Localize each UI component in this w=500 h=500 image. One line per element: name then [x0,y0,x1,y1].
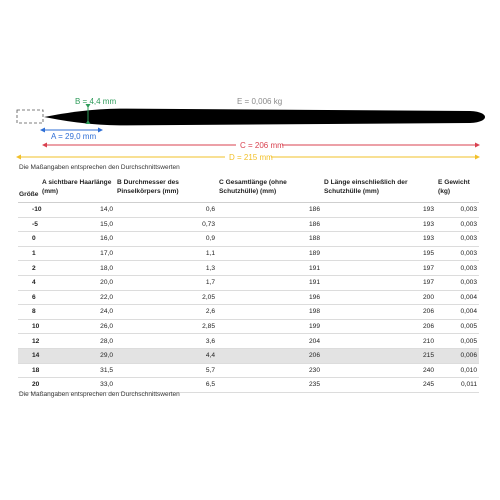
cell-hair-length: 20,0 [40,275,115,290]
cell-weight: 0,005 [436,334,479,349]
cell-length-with-cap: 193 [322,203,436,218]
table-row [18,217,479,232]
cell-weight: 0,003 [436,246,479,261]
d-arrow-right [475,155,480,160]
column-header-weight: E Gewicht (kg) [436,177,479,203]
cell-diameter: 2,85 [115,319,217,334]
cell-diameter: 1,3 [115,261,217,276]
cell-hair-length: 26,0 [40,319,115,334]
measurement-note-top: Die Maßangaben entsprechen den Durchschnittswerten [19,164,180,171]
cell-hair-length: 29,0 [40,348,115,363]
cell-hair-length: 17,0 [40,246,115,261]
cell-length-with-cap: 197 [322,275,436,290]
cell-weight: 0,003 [436,232,479,247]
table-row [18,232,479,247]
cell-total-length: 199 [217,319,322,334]
cell-diameter: 3,6 [115,334,217,349]
cell-diameter: 5,7 [115,363,217,378]
cell-hair-length: 16,0 [40,232,115,247]
cell-diameter: 2,05 [115,290,217,305]
cell-total-length: 186 [217,203,322,218]
table-header-row [18,177,479,203]
cell-size: 6 [18,290,40,305]
d-arrow-left [16,155,21,160]
cell-hair-length: 22,0 [40,290,115,305]
cell-length-with-cap: 193 [322,232,436,247]
cell-length-with-cap: 206 [322,319,436,334]
c-dimension-label: C = 206 mm [240,141,284,150]
table-row [18,290,479,305]
cell-size: 14 [18,348,40,363]
cell-total-length: 186 [217,217,322,232]
cell-diameter: 1,7 [115,275,217,290]
cell-size: -10 [18,203,40,218]
table-row [18,275,479,290]
cell-hair-length: 33,0 [40,378,115,393]
cell-length-with-cap: 193 [322,217,436,232]
table-row [18,319,479,334]
cell-weight: 0,003 [436,261,479,276]
cell-size: 20 [18,378,40,393]
cell-weight: 0,011 [436,378,479,393]
cell-size: 1 [18,246,40,261]
cell-diameter: 4,4 [115,348,217,363]
cell-diameter: 2,6 [115,305,217,320]
cell-hair-length: 18,0 [40,261,115,276]
column-header-total-length: C Gesamtlänge (ohne Schutzhülle) (mm) [217,177,322,203]
cell-size: 18 [18,363,40,378]
c-arrow-left [42,143,47,148]
a-arrow-left [40,128,45,133]
column-header-diameter: B Durchmesser des Pinselkörpers (mm) [115,177,217,203]
cell-hair-length: 31,5 [40,363,115,378]
cell-size: 4 [18,275,40,290]
e-weight-label: E = 0,006 kg [237,97,283,106]
cell-length-with-cap: 200 [322,290,436,305]
a-dimension-label: A = 29,0 mm [51,132,97,141]
measurement-note-bottom: Die Maßangaben entsprechen den Durchschnittswerten [19,391,180,398]
column-header-length-with-cap: D Länge einschließlich der Schutzhülle (mm) [322,177,436,203]
cell-weight: 0,010 [436,363,479,378]
cell-diameter: 0,73 [115,217,217,232]
cell-diameter: 0,9 [115,232,217,247]
table-row [18,305,479,320]
table-row [18,246,479,261]
cell-hair-length: 28,0 [40,334,115,349]
cell-weight: 0,003 [436,275,479,290]
cell-size: 8 [18,305,40,320]
cell-total-length: 230 [217,363,322,378]
cell-length-with-cap: 240 [322,363,436,378]
cell-total-length: 189 [217,246,322,261]
cell-hair-length: 15,0 [40,217,115,232]
c-arrow-right [475,143,480,148]
cell-weight: 0,003 [436,203,479,218]
cell-weight: 0,005 [436,319,479,334]
size-table [18,177,479,393]
cell-length-with-cap: 195 [322,246,436,261]
cell-hair-length: 14,0 [40,203,115,218]
cell-weight: 0,004 [436,290,479,305]
d-dimension-label: D = 215 mm [229,153,273,162]
table-row [18,261,479,276]
table-row [18,203,479,218]
cell-size: 12 [18,334,40,349]
cell-total-length: 204 [217,334,322,349]
cell-size: 10 [18,319,40,334]
table-row [18,363,479,378]
cell-total-length: 191 [217,275,322,290]
a-arrow-right [98,128,103,133]
cell-length-with-cap: 215 [322,348,436,363]
protective-cap-outline [17,110,43,123]
cell-total-length: 188 [217,232,322,247]
cell-size: -5 [18,217,40,232]
cell-total-length: 235 [217,378,322,393]
cell-diameter: 6,5 [115,378,217,393]
table-row [18,348,479,363]
cell-diameter: 0,6 [115,203,217,218]
cell-weight: 0,006 [436,348,479,363]
cell-size: 2 [18,261,40,276]
cell-total-length: 196 [217,290,322,305]
cell-total-length: 206 [217,348,322,363]
cell-hair-length: 24,0 [40,305,115,320]
table-row [18,334,479,349]
b-dimension-label: B = 4,4 mm [75,97,117,106]
cell-length-with-cap: 197 [322,261,436,276]
cell-weight: 0,003 [436,217,479,232]
brush-silhouette [44,109,485,126]
column-header-size: Größe [18,177,40,203]
cell-length-with-cap: 206 [322,305,436,320]
cell-total-length: 191 [217,261,322,276]
table-body [18,203,479,393]
cell-length-with-cap: 245 [322,378,436,393]
cell-length-with-cap: 210 [322,334,436,349]
cell-size: 0 [18,232,40,247]
cell-total-length: 198 [217,305,322,320]
column-header-hair-length: A sichtbare Haarlänge (mm) [40,177,115,203]
brush-dimension-diagram [0,88,500,168]
cell-weight: 0,004 [436,305,479,320]
cell-diameter: 1,1 [115,246,217,261]
